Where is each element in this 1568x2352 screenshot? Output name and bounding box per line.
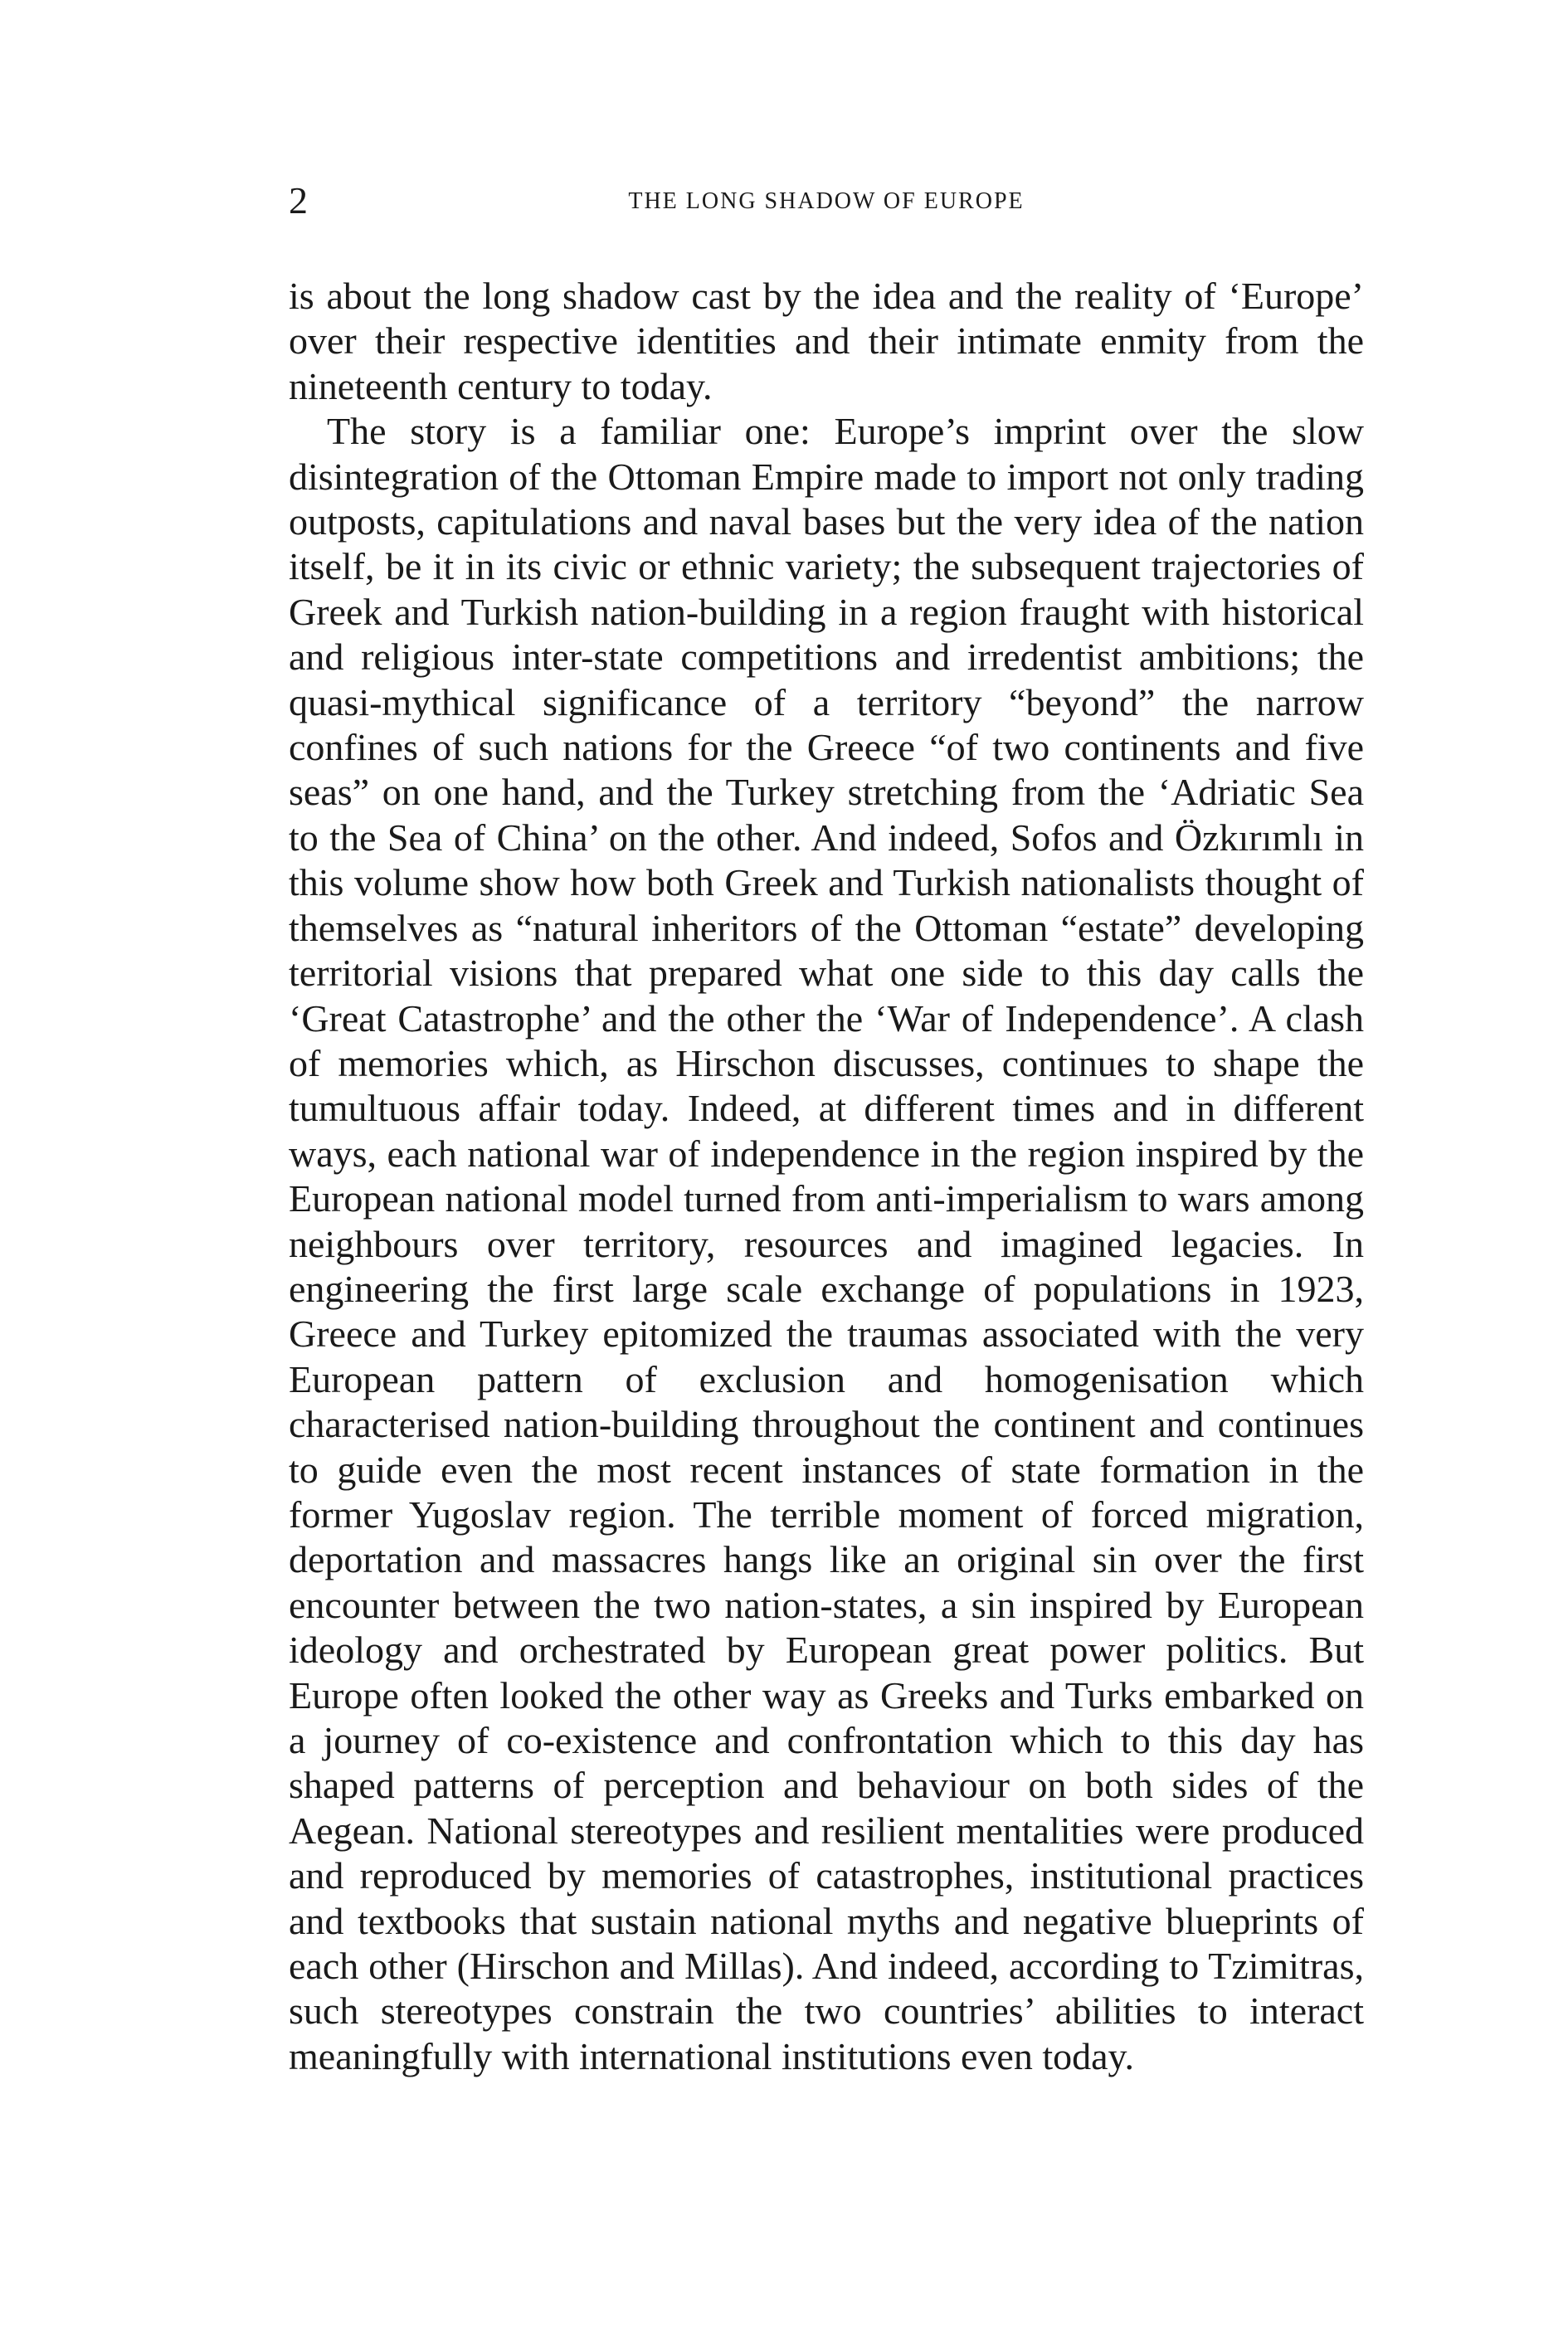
paragraph-continued: is about the long shadow cast by the idea and the reality of ‘Europe’ over their respective identities and their intimate enmity from the nineteenth century to today. [289, 275, 1364, 407]
running-head: THE LONG SHADOW OF EUROPE [628, 188, 1025, 214]
page-header [289, 176, 1364, 226]
body-text [289, 274, 1364, 2079]
page-number: 2 [289, 179, 308, 222]
paragraph: The story is a familiar one: Europe’s imprint over the slow disintegration of the Ottoman Empire made to import not only trading outposts, capitulations and naval bases but the very idea of the nation itself, be it in its civic or ethnic variety; the subsequent trajectories of Greek and Turkish nation-building in a region fraught with historical and religious inter-state competitions and irredentist ambitions; the quasi-mythical significance of a territory “beyond” the narrow confines of such nations for the Greece “of two continents and five seas” on one hand, and the Turkey stretching from the ‘Adriatic Sea to the Sea of China’ on the other. And indeed, Sofos and Özkırımlı in this volume show how both Greek and Turkish nationalists thought of themselves as “natural inheritors of the Ottoman “estate” developing territorial visions that prepared what one side to this day calls the ‘Great Catastrophe’ and the other the ‘War of Independence’. A clash of memories which, as Hirschon discusses, continues to shape the tumultuous affair today. Indeed, at different times and in different ways, each national war of independence in the region inspired by the European national model turned from anti-imperialism to wars among neighbours over territory, resources and imagined legacies. In engineering the first large scale exchange of populations in 1923, Greece and Turkey epitomized the traumas associated with the very European pattern of exclusion and homogenisation which characterised nation-building throughout the continent and continues to guide even the most recent instances of state formation in the former Yugoslav region. The terrible moment of forced migration, deportation and massacres hangs like an original sin over the first encounter between the two nation-states, a sin inspired by European ideology and orchestrated by European great power politics. But Europe often looked the other way as Greeks and Turks embarked on a journey of co-existence and confrontation which to this day has shaped patterns of perception and behaviour on both sides of the Aegean. National stereotypes and resilient mentalities were produced and reproduced by memories of catastrophes, institutional practices and textbooks that sustain national myths and negative blueprints of each other (Hirschon and Millas). And indeed, according to Tzimitras, such stereotypes constrain the two countries’ abilities to interact meaningfully with international institutions even today. [289, 410, 1364, 2077]
